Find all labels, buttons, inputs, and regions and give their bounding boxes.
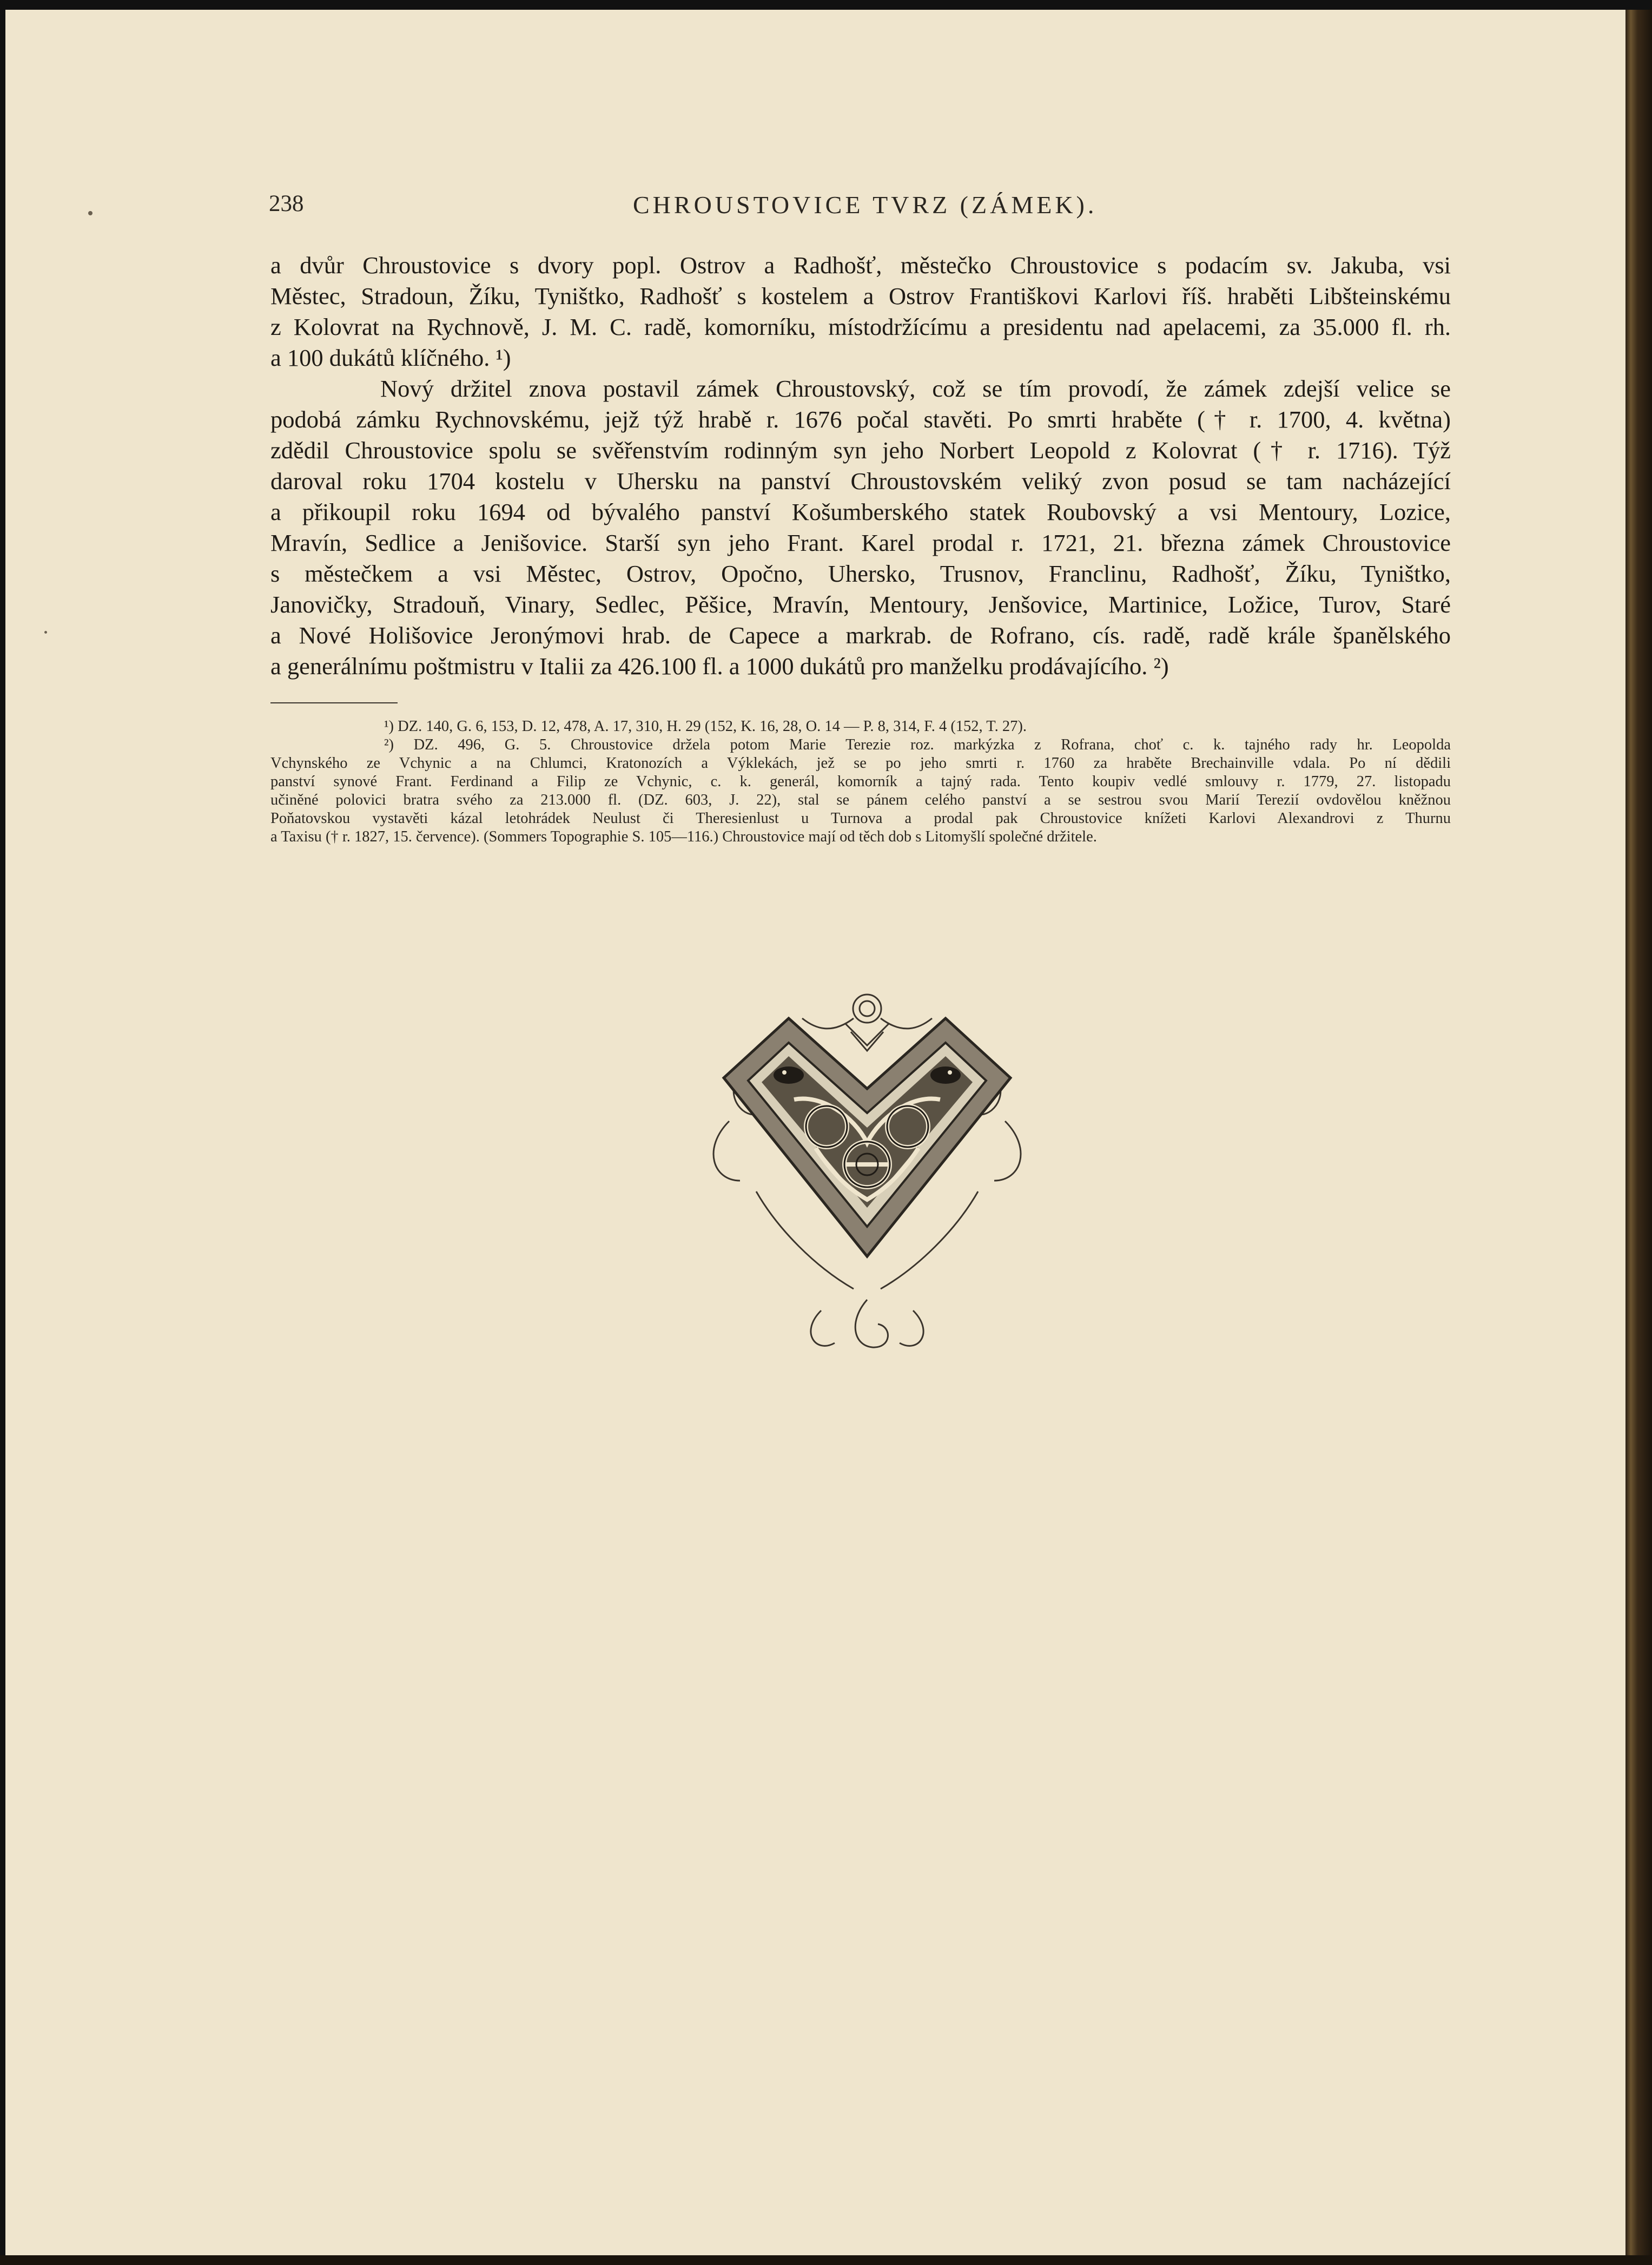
page-speck [88,211,92,215]
footnote-line: Poňatovskou vystavěti kázal letohrádek Neulust či Theresienlust u Turnova a prodal pak Chroustovice knížeti Karlovi Alexandrovi z Thurnu [270,810,1451,827]
body-line: Janovičky, Stradouň, Vinary, Sedlec, Pěšice, Mravín, Mentoury, Jenšovice, Martinice, Ložice, Turov, Staré [270,591,1451,618]
book-edge-right [1625,10,1652,2265]
body-line: podobá zámku Rychnovskému, jejž týž hrabě r. 1676 počal stavěti. Po smrti hraběte († r. 1700, 4. května) [270,406,1451,433]
body-text [270,250,1451,682]
body-line: daroval roku 1704 kostelu v Uhersku na panství Chroustovském veliký zvon posud se tam nacházející [270,468,1451,495]
page-number: 238 [269,191,304,216]
footnote-line: panství synové Frant. Ferdinand a Filip ze Vchynic, c. k. generál, komorník a tajný rada. Tento koupiv vedlé smlouvy r. 1779, 27. listopadu [270,773,1451,790]
footnote-line: ¹) DZ. 140, G. 6, 153, D. 12, 478, A. 17, 310, H. 29 (152, K. 16, 28, O. 14 — P. 8, 314, F. 4 (152, T. 27). [384,718,1027,735]
heart-knotwork-vignette-icon [691,986,1043,1359]
body-line: a Nové Holišovice Jeronýmovi hrab. de Capece a markrab. de Rofrano, cís. radě, radě krále španělského [270,622,1451,649]
body-line: a generálnímu poštmistru v Italii za 426.100 fl. a 1000 dukátů pro manželku prodávajícího. ²) [270,653,1169,680]
footnote-rule [270,702,398,703]
footnote-line: a Taxisu († r. 1827, 15. července). (Sommers Topographie S. 105—116.) Chroustovice mají od těch dob s Litomyšlí společné držitele. [270,828,1097,845]
footnote-line: ²) DZ. 496, G. 5. Chroustovice držela potom Marie Terezie roz. markýzka z Rofrana, choť c. k. tajného rady hr. Leopolda [384,736,1451,753]
body-line: Mravín, Sedlice a Jenišovice. Starší syn jeho Frant. Karel prodal r. 1721, 21. března zámek Chroustovice [270,529,1451,556]
body-line: zdědil Chroustovice spolu se svěřenstvím rodinným syn jeho Norbert Leopold z Kolovrat († r. 1716). Týž [270,437,1451,464]
body-line: a dvůr Chroustovice s dvory popl. Ostrov a Radhošť, městečko Chroustovice s podacím sv. Jakuba, vsi [270,252,1451,279]
footnote-line: učiněné polovici bratra svého za 213.000 fl. (DZ. 603, J. 22), stal se pánem celého panství a se sestrou svou Marií Terezií ovdovělou kněžnou [270,792,1451,808]
running-title: CHROUSTOVICE TVRZ (ZÁMEK). [633,191,1098,219]
body-line: z Kolovrat na Rychnově, J. M. C. radě, komorníku, místodržícímu a presidentu nad apelacemi, za 35.000 fl. rh. [270,313,1451,340]
footnotes [270,717,1451,846]
body-line: a 100 dukátů klíčného. ¹) [270,344,511,371]
body-line: a přikoupil roku 1694 od bývalého panství Košumberského statek Roubovský a vsi Mentoury, Lozice, [270,498,1451,525]
footnote-line: Vchynského ze Vchynic a na Chlumci, Kratonozích a Výklekách, jež se po jeho smrti r. 1760 za hraběte Brechainville vdala. Po ní dědili [270,755,1451,772]
page-speck [44,631,47,634]
body-line: s městečkem a vsi Městec, Ostrov, Opočno, Uhersko, Trusnov, Franclinu, Radhošť, Žíku, Tyništko, [270,560,1451,587]
body-line: Městec, Stradoun, Žíku, Tyništko, Radhošť s kostelem a Ostrov Františkovi Karlovi říš. hraběti Libšteinskému [270,282,1451,310]
body-line: Nový držitel znova postavil zámek Chroustovský, což se tím provodí, že zámek zdejší velice se [380,375,1451,402]
book-edge-bottom [0,2255,1652,2265]
